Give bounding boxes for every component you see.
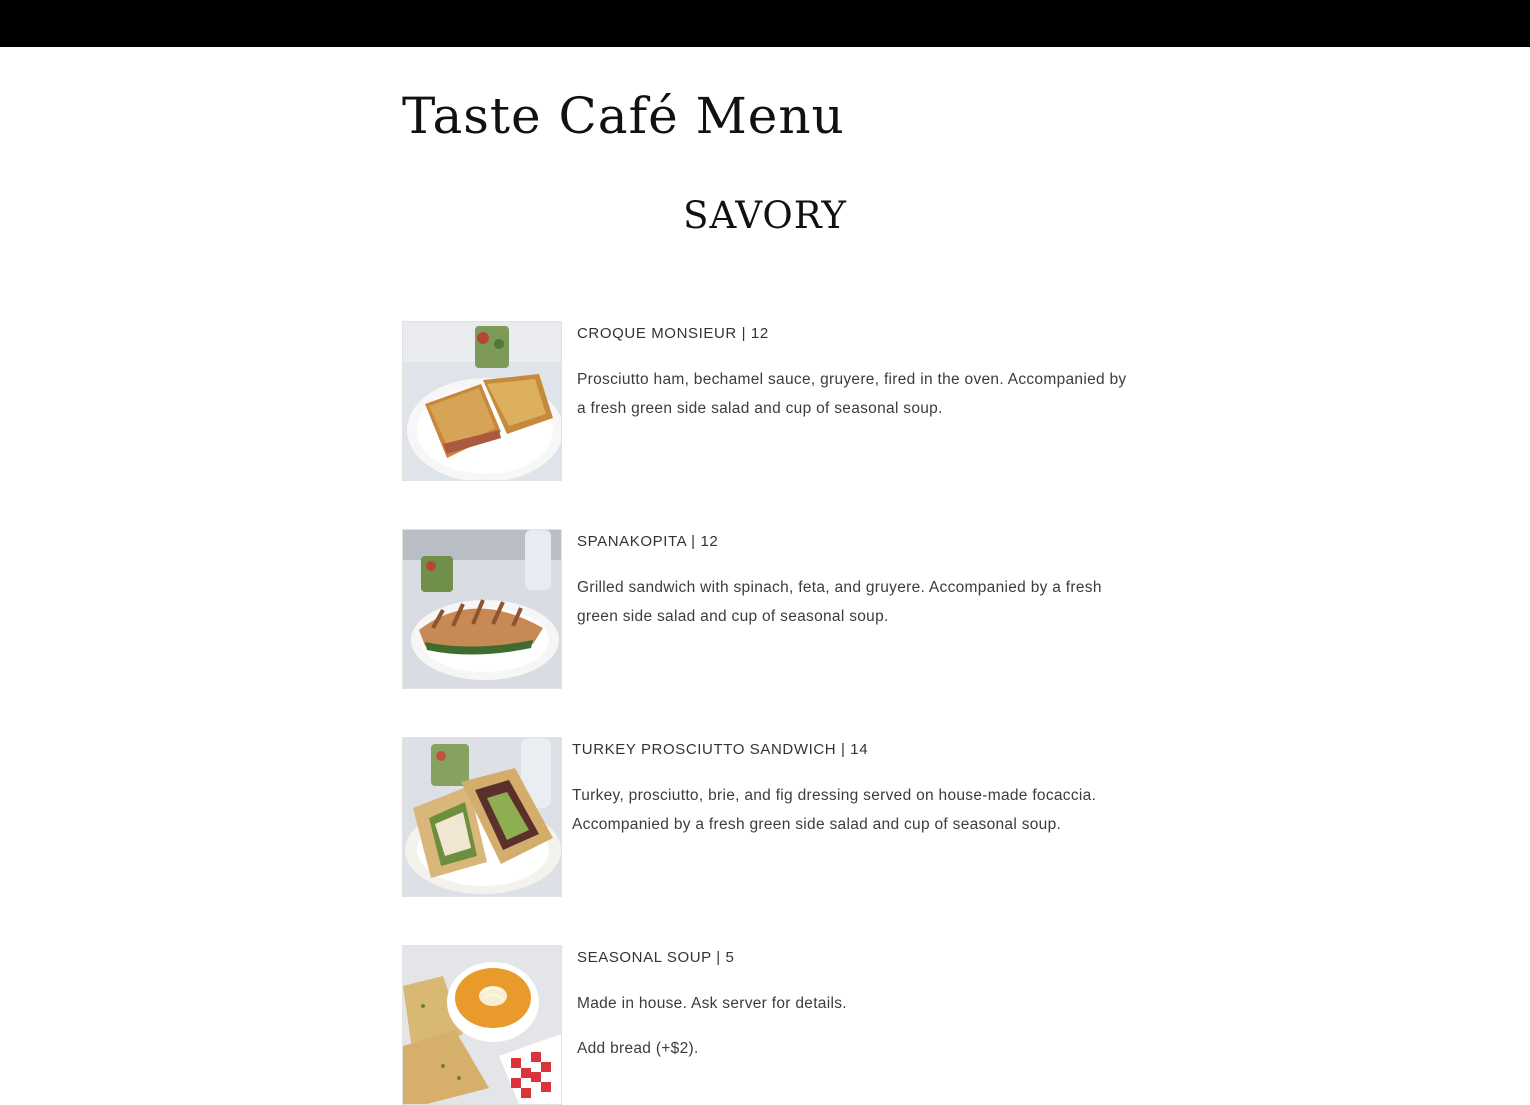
spanakopita-photo: [402, 529, 562, 689]
item-name: CROQUE MONSIEUR | 12: [577, 325, 769, 342]
menu-item-seasonal-soup: [402, 945, 1132, 1105]
item-description: Prosciutto ham, bechamel sauce, gruyere, fired in the oven. Accompanied by a fresh green side salad and cup of seasonal soup.: [577, 371, 1127, 417]
spanakopita-details: [577, 529, 1132, 631]
seasonal-soup-photo: [402, 945, 562, 1105]
item-name: TURKEY PROSCIUTTO SANDWICH | 14: [572, 741, 869, 758]
menu-item-turkey-prosciutto-sandwich: [402, 737, 1132, 897]
menu-item-croque-monsieur: [402, 321, 1132, 481]
section-title: SAVORY: [683, 194, 847, 237]
croque-monsieur-photo: [402, 321, 562, 481]
item-name: SPANAKOPITA | 12: [577, 533, 719, 550]
item-name: SEASONAL SOUP | 5: [577, 949, 735, 966]
item-description: Grilled sandwich with spinach, feta, and gruyere. Accompanied by a fresh green side salad and cup of seasonal soup.: [577, 579, 1102, 625]
croque-monsieur-details: [577, 321, 1132, 423]
item-extra-note: Add bread (+$2).: [577, 1040, 699, 1057]
item-description: Made in house. Ask server for details.: [577, 995, 847, 1012]
page-title: Taste Café Menu: [402, 87, 845, 145]
item-description: Turkey, prosciutto, brie, and fig dressing served on house-made focaccia. Accompanied by a fresh green side salad and cup of seasonal soup.: [572, 787, 1097, 833]
menu-item-spanakopita: [402, 529, 1132, 689]
turkey-prosciutto-sandwich-details: [572, 737, 1127, 839]
top-bar: [0, 0, 1530, 47]
seasonal-soup-details: [577, 945, 1132, 1063]
turkey-prosciutto-sandwich-photo: [402, 737, 562, 897]
